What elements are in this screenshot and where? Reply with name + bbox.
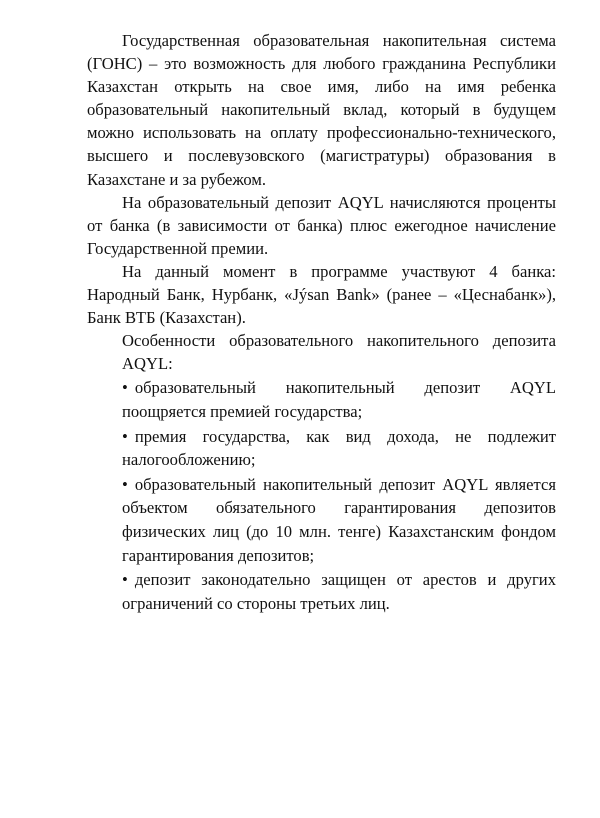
bullet-icon: • — [122, 378, 128, 398]
list-item — [122, 473, 556, 567]
list-item — [122, 376, 556, 423]
list-item — [122, 425, 556, 472]
bullet-icon: • — [122, 570, 128, 590]
features-section — [122, 329, 556, 615]
features-title: Особенности образовательного накопительного депозита AQYL: — [122, 331, 556, 374]
bullet-icon: • — [122, 474, 128, 494]
list-item-text: премия государства, как вид дохода, не подлежит налогообложению; — [122, 426, 556, 470]
list-item-text: образовательный накопительный депозит AQYL является объектом обязательного гарантирования депозитов физических лиц (до 10 млн. тенге) Казахстанским фондом гарантирования депозитов; — [122, 474, 556, 565]
paragraph-deposit-interest: На образовательный депозит AQYL начисляются проценты от банка (в зависимости от банка) плюс ежегодное начисление Государственной премии. — [87, 192, 556, 258]
paragraph-gons-definition: Государственная образовательная накопительная система (ГОНС) – это возможность для любого гражданина Республики Казахстан открыть на свое имя, либо на имя ребенка образовательный накопительный вклад, который в будущем можно использовать на оплату профессионально-технического, высшего и послевузовского (магистратуры) образования в Казахстане и за рубежом. — [87, 31, 556, 189]
list-item-text: образовательный накопительный депозит AQYL поощряется премией государства; — [122, 378, 556, 421]
bullet-icon: • — [122, 426, 128, 446]
paragraph-participating-banks: На данный момент в программе участвуют 4 банка: Народный Банк, Нурбанк, «Jýsan Bank» (ранее – «Цеснабанк»), Банк ВТБ (Казахстан). — [87, 261, 556, 328]
list-item — [122, 568, 556, 615]
list-item-text: депозит законодательно защищен от арестов и других ограничений со стороны третьих лиц. — [122, 570, 556, 613]
document-body — [87, 29, 556, 615]
